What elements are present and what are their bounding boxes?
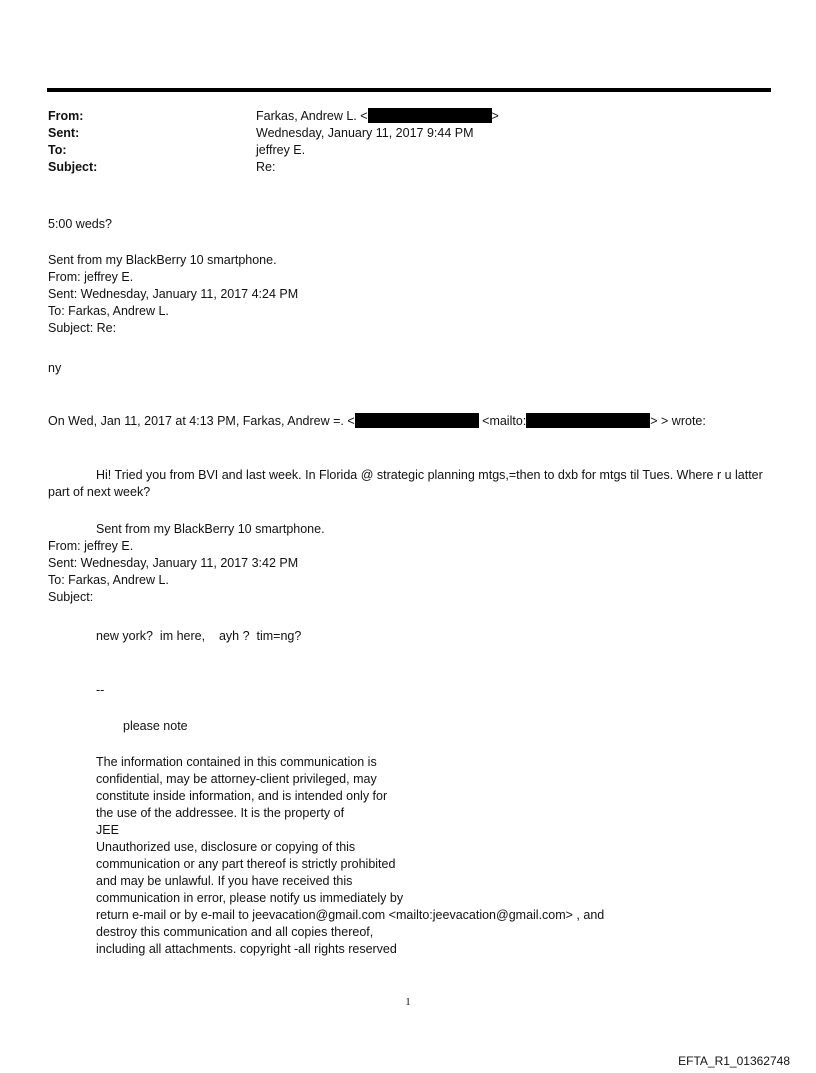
subject-value: Re: [256, 160, 276, 174]
quote-intro-a: On Wed, Jan 11, 2017 at 4:13 PM, Farkas, Andrew =. < [48, 414, 355, 428]
reply-body [48, 360, 778, 377]
from-value [256, 108, 768, 125]
quote-message: Hi! Tried you from BVI and last week. In Florida @ strategic planning mtgs,=then to dxb for mtgs til Tues. Where r u latter part of next week? [48, 468, 763, 499]
reply-text [48, 216, 778, 233]
redaction-box [355, 413, 479, 428]
disclaimer-line: including all attachments. copyright -all rights reserved [96, 942, 397, 956]
quote-block [48, 521, 778, 606]
reply-block [48, 252, 778, 337]
sent-value: Wednesday, January 11, 2017 9:44 PM [256, 126, 474, 140]
header-sent-row [48, 125, 768, 142]
email-header [48, 108, 768, 176]
header-subject-row [48, 159, 768, 176]
to-value: jeffrey E. [256, 143, 306, 157]
original-body-text: new york? im here, ayh ? tim=ng? [96, 629, 302, 643]
document-id: EFTA_R1_01362748 [678, 1054, 790, 1068]
quote-intro-c: > > wrote: [650, 414, 706, 428]
quote-sent: Sent: Wednesday, January 11, 2017 3:42 PM [48, 556, 299, 570]
quote-intro-line [48, 413, 778, 430]
reply-signature: Sent from my BlackBerry 10 smartphone. [48, 253, 277, 267]
disclaimer-line: confidential, may be attorney-client privileged, may [96, 772, 377, 786]
reply-message: 5:00 weds? [48, 217, 112, 231]
quote-signature: Sent from my BlackBerry 10 smartphone. [96, 522, 325, 536]
from-close: > [491, 109, 499, 123]
original-body [48, 628, 778, 645]
please-note [48, 718, 778, 735]
quote-subject: Subject: [48, 590, 94, 604]
please-note-text: please note [123, 719, 188, 733]
header-from-row [48, 108, 768, 125]
disclaimer-line: constitute inside information, and is intended only for [96, 789, 388, 803]
from-name: Farkas, Andrew L. < [256, 109, 368, 123]
to-label: To: [48, 143, 67, 157]
sent-label: Sent: [48, 126, 80, 140]
quote-intro-b: <mailto: [482, 414, 527, 428]
redaction-box [368, 108, 492, 123]
original-dashes [48, 682, 778, 699]
redaction-box [526, 413, 650, 428]
reply-sent: Sent: Wednesday, January 11, 2017 4:24 PM [48, 287, 299, 301]
disclaimer-line: Unauthorized use, disclosure or copying of this [96, 840, 356, 854]
disclaimer-line: JEE [96, 823, 119, 837]
subject-label: Subject: [48, 160, 98, 174]
disclaimer-line: return e-mail or by e-mail to jeevacation@gmail.com <mailto:jeevacation@gmail.com> , and [96, 908, 605, 922]
quote-from: From: jeffrey E. [48, 539, 134, 553]
disclaimer-line: and may be unlawful. If you have received this [96, 874, 353, 888]
reply-body-text: ny [48, 361, 62, 375]
disclaimer-line: the use of the addressee. It is the property of [96, 806, 345, 820]
quote-intro [48, 413, 778, 430]
from-label: From: [48, 109, 84, 123]
disclaimer-line: The information contained in this communication is [96, 755, 377, 769]
page-number: 1 [405, 996, 411, 1008]
reply-subject: Subject: Re: [48, 321, 117, 335]
disclaimer-line: destroy this communication and all copies thereof, [96, 925, 374, 939]
header-to-row [48, 142, 768, 159]
reply-from: From: jeffrey E. [48, 270, 134, 284]
signature-dashes: -- [96, 683, 105, 697]
disclaimer [48, 754, 778, 958]
disclaimer-line: communication or any part thereof is strictly prohibited [96, 857, 396, 871]
disclaimer-line: communication in error, please notify us immediately by [96, 891, 404, 905]
quote-to: To: Farkas, Andrew L. [48, 573, 169, 587]
reply-to: To: Farkas, Andrew L. [48, 304, 169, 318]
header-rule [47, 88, 771, 92]
